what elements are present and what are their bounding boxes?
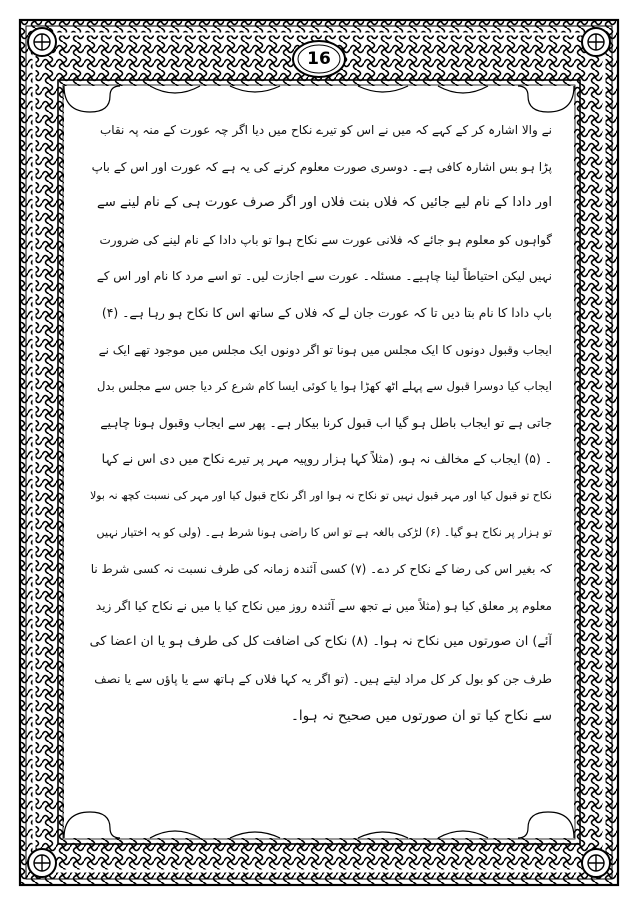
text-line: آئے) ان صورتوں میں نکاح نہ ہوا۔ (۸) نکاح کی اضافت کل کی طرف ہو یا ان اعضا کی <box>89 634 552 650</box>
text-line: گواہوں کو معلوم ہو جائے کہ فلانی عورت سے نکاح ہوا تو باپ دادا کے نام لینے کی ضرورت <box>99 232 552 247</box>
text-line: تو ہزار پر نکاح ہو گیا۔ (۶) لڑکی بالغہ ہے تو اس کا راضی ہونا شرط ہے۔ (ولی کو یہ اختیار نہیں <box>96 525 552 539</box>
text-line: ایجاب کیا دوسرا قبول سے پہلے اٹھ کھڑا ہوا یا کوئی ایسا کام شرع کر دیا جس سے مجلس بدل <box>97 379 552 394</box>
text-line: باپ دادا کا نام بتا دیں تا کہ عورت جان لے کہ فلاں کے ساتھ اس کا نکاح ہو رہا ہے۔ (۴) <box>101 304 552 320</box>
text-line: نے والا اشارہ کر کے کہے کہ میں نے اس کو تیرے نکاح میں دیا اگر چہ عورت کے منہ پہ نقاب <box>100 123 552 137</box>
text-line: طرف جن کو بول کر کل مراد لیتے ہیں۔ (تو اگر یہ کہا فلاں کے ہاتھ سے یا پاؤں سے یا نصف <box>94 671 552 686</box>
text-line: معلوم پر معلق کیا ہو (مثلاً میں نے تجھ سے آئندہ روز میں نکاح کیا یا میں نے نکاح کیا اگر زید <box>95 598 552 613</box>
text-line: ۔ (۵) ایجاب کے مخالف نہ ہو، (مثلاً کہا ہزار روپیہ مہر پر تیرے نکاح میں دی اس نے کہا <box>101 451 552 467</box>
text-line: اور دادا کے نام لیے جائیں کہ فلاں بنت فلاں اور اگر صرف عورت ہی کے نام لینے سے <box>97 195 552 211</box>
text-line: ایجاب وقبول دونوں کا ایک مجلس میں ہونا تو اگر دونوں ایک مجلس میں موجود تھے ایک نے <box>98 342 552 357</box>
text-line: کہ بغیر اس کی رضا کے نکاح کر دے۔ (۷) کسی آئندہ زمانہ کی طرف نسبت نہ کسی شرط نا <box>90 562 552 577</box>
body-text <box>88 112 552 734</box>
text-line: نہیں لیکن احتیاطاً لینا چاہیے۔ مسئلہ۔ عورت سے اجازت لیں۔ تو اسے مرد کا نام اور اس کے <box>96 269 552 284</box>
text-line: نکاح تو قبول کیا اور مہر قبول نہیں تو نکاح نہ ہوا اور اگر نکاح قبول کیا اور مہر کی نسبت کچھ نہ بولا <box>90 488 552 502</box>
page-number-badge <box>296 42 342 76</box>
text-line: جاتی ہے تو ایجاب باطل ہو گیا اب قبول کرنا بیکار ہے۔ پھر سے ایجاب وقبول ہونا چاہیے <box>100 414 552 430</box>
page-number: 16 <box>307 49 331 69</box>
text-line: پڑا ہو بس اشارہ کافی ہے۔ دوسری صورت معلوم کرنے کی یہ ہے کہ عورت اور اس کے باپ <box>91 159 552 174</box>
text-line: سے نکاح کیا تو ان صورتوں میں صحیح نہ ہوا۔ <box>290 707 552 724</box>
